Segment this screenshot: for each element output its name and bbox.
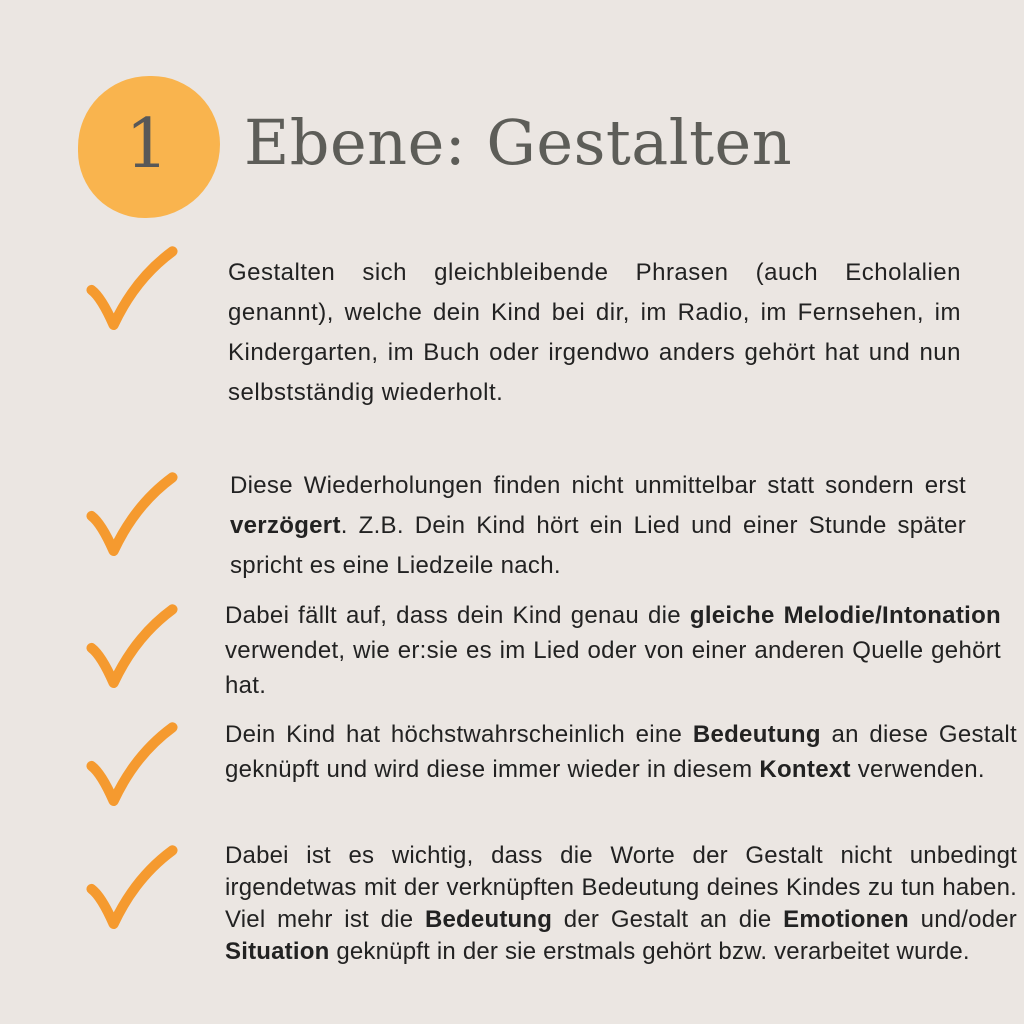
step-number-badge (78, 76, 220, 218)
step-number: 1 (125, 104, 169, 184)
checkmark-icon (86, 720, 178, 812)
emphasis-text: Emotionen (783, 906, 909, 933)
paragraph-text: an diese Gestalt geknüpft und wird diese immer wieder in diesem (225, 721, 1017, 783)
checkmark-icon (86, 244, 178, 336)
paragraph-text: der Gestalt an die (552, 906, 784, 933)
paragraph-text: . Z.B. Dein Kind hört ein Lied und einer Stunde später spricht es eine Liedzeile nach. (230, 512, 966, 579)
paragraph-text: Dabei fällt auf, dass dein Kind genau die (225, 602, 690, 629)
emphasis-text: Bedeutung (692, 721, 821, 748)
info-paragraph (230, 466, 966, 586)
checkmark-icon (86, 602, 178, 694)
info-paragraph (225, 598, 1001, 703)
paragraph-text: Gestalten sich gleichbleibende Phrasen (auch Echolalien genannt), welche dein Kind bei dir, im Radio, im Fernsehen, im Kindergarten, im Buch oder irgendwo anders gehört hat und nun selbstständig wiederholt. (228, 259, 961, 406)
checkmark-icon (86, 843, 178, 935)
info-paragraph (228, 253, 961, 413)
info-paragraph (225, 717, 1017, 787)
paragraph-text: Dein Kind hat höchstwahrscheinlich eine (225, 721, 693, 748)
info-paragraph (225, 840, 1017, 968)
paragraph-text: Dabei ist es wichtig, dass die Worte der Gestalt nicht unbedingt irgendetwas mit der verknüpften Bedeutung deines Kindes zu tun haben. Viel mehr ist die (225, 842, 1017, 933)
emphasis-text: Bedeutung (424, 906, 553, 933)
emphasis-text: gleiche Melodie/Intonation (689, 602, 1001, 629)
paragraph-text: geknüpft in der sie erstmals gehört bzw. verarbeitet wurde. (329, 938, 970, 965)
page-title: Ebene: Gestalten (244, 106, 793, 179)
emphasis-text: Kontext (759, 756, 851, 783)
emphasis-text: Situation (225, 938, 330, 965)
paragraph-text: und/oder (908, 906, 1017, 933)
paragraph-text: verwendet, wie er:sie es im Lied oder von einer anderen Quelle gehört hat. (225, 637, 1001, 699)
checkmark-icon (86, 470, 178, 562)
paragraph-text: Diese Wiederholungen finden nicht unmittelbar statt sondern erst (230, 472, 966, 499)
emphasis-text: verzögert (230, 512, 341, 539)
paragraph-text: verwenden. (850, 756, 985, 783)
